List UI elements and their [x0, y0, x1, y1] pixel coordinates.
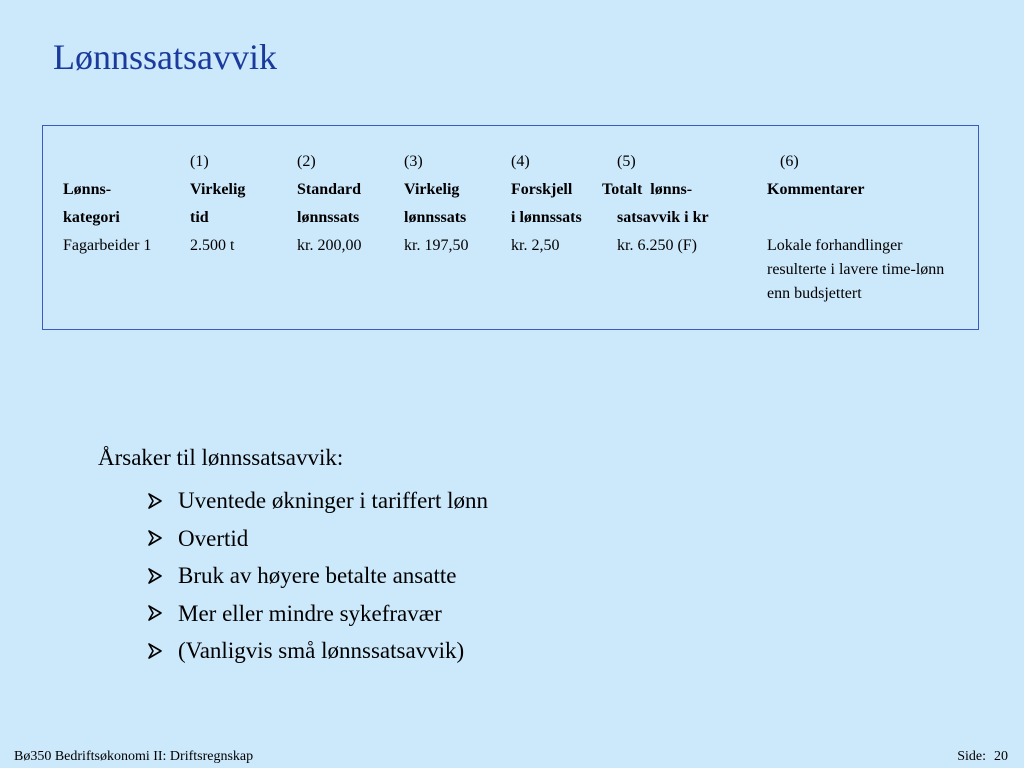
list-item-label: Overtid: [178, 525, 249, 551]
page-title: Lønnssatsavvik: [53, 37, 277, 77]
page-label: Side:: [957, 749, 986, 764]
arrow-bullet-icon: [148, 605, 162, 621]
header-cell: Lønns-: [63, 181, 112, 198]
list-item: [148, 520, 488, 558]
column-number: (5): [617, 153, 636, 170]
header-cell: Virkelig: [404, 181, 460, 198]
causes-list: [148, 482, 488, 670]
arrow-bullet-icon: [148, 493, 162, 509]
comment-cell: Lokale forhandlinger resulterte i lavere time-lønn enn budsjettert: [767, 237, 945, 302]
table-cell: kr. 6.250 (F): [617, 237, 697, 254]
column-number: (6): [780, 153, 799, 170]
list-item-label: Mer eller mindre sykefravær: [178, 600, 442, 626]
header-cell: Standard: [297, 181, 362, 198]
header-cell: Forskjell: [511, 181, 573, 198]
list-item: [148, 482, 488, 520]
header-cell: Totalt lønns-: [602, 181, 693, 198]
header-cell: tid: [190, 209, 209, 226]
arrow-bullet-icon: [148, 643, 162, 659]
header-cell: Virkelig: [190, 181, 246, 198]
table-cell: 2.500 t: [190, 237, 235, 254]
header-cell: lønnssats: [404, 209, 467, 226]
column-number: (4): [511, 153, 530, 170]
header-cell: Kommentarer: [767, 181, 865, 198]
table-cell: kr. 2,50: [511, 237, 560, 254]
list-item: [148, 595, 488, 633]
column-number: (3): [404, 153, 423, 170]
variance-table: [42, 125, 979, 330]
page-number: 20: [994, 749, 1008, 764]
table-cell: Fagarbeider 1: [63, 237, 152, 254]
footer-page: [957, 748, 1008, 766]
footer-course: Bø350 Bedriftsøkonomi II: Driftsregnskap: [14, 749, 254, 764]
header-cell: lønnssats: [297, 209, 360, 226]
list-item-label: (Vanligvis små lønnssatsavvik): [178, 638, 465, 663]
header-cell: satsavvik i kr: [617, 209, 709, 226]
table-cell: kr. 200,00: [297, 237, 362, 254]
column-number: (2): [297, 153, 316, 170]
arrow-bullet-icon: [148, 568, 162, 584]
header-cell: i lønnssats: [511, 209, 582, 226]
causes-heading: Årsaker til lønnssatsavvik:: [98, 445, 344, 470]
list-item: [148, 557, 488, 595]
header-cell: kategori: [63, 209, 120, 226]
list-item: [148, 632, 488, 670]
table-cell: kr. 197,50: [404, 237, 469, 254]
arrow-bullet-icon: [148, 530, 162, 546]
column-number: (1): [190, 153, 209, 170]
list-item-label: Bruk av høyere betalte ansatte: [178, 563, 457, 588]
list-item-label: Uventede økninger i tariffert lønn: [178, 488, 488, 513]
